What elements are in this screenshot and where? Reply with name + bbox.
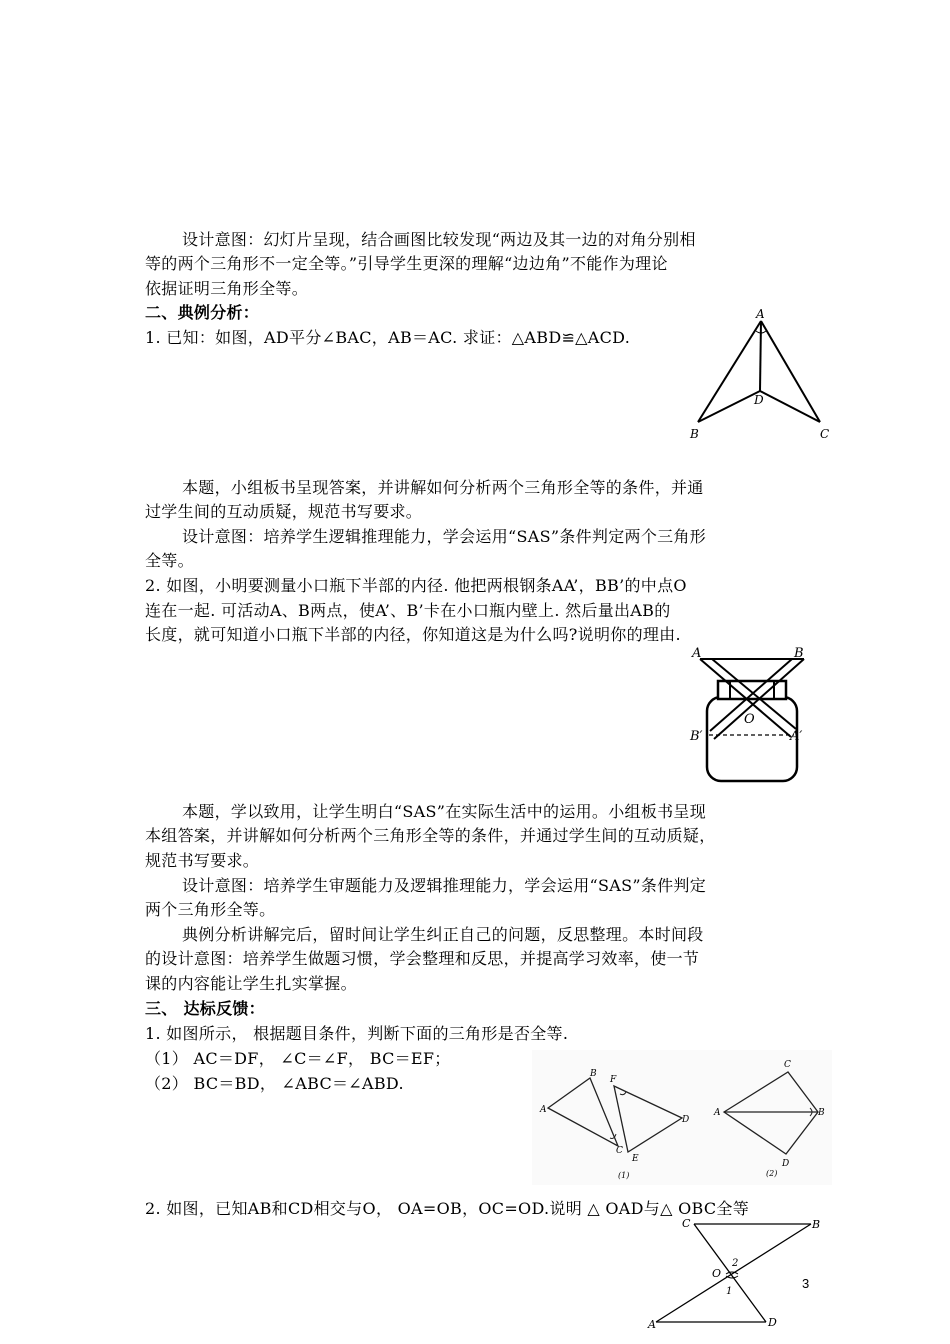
q1-design-line-1: 设计意图：培养学生逻辑推理能力，学会运用“SAS”条件判定两个三角形 (182, 527, 707, 546)
f1-label-a: A (540, 1105, 547, 1115)
label-a-prime: A′ (790, 729, 803, 744)
f3-label-d: D (768, 1316, 777, 1329)
s2-q2-line-1: 2. 如图，小明要测量小口瓶下半部的内径. 他把两根钢条AA’，BB’的中点O (145, 576, 687, 595)
label-b: B (690, 427, 699, 441)
label-o: O (744, 712, 755, 727)
intro-line-3: 依据证明三角形全等。 (145, 279, 309, 298)
f3-label-1: 1 (726, 1286, 733, 1297)
s2-question-1: 1. 已知：如图，AD平分∠BAC，AB＝AC. 求证：△ABD≌△ACD. (145, 328, 631, 347)
page-number: 3 (802, 1276, 810, 1291)
seg-ab (656, 1224, 811, 1322)
f2-label-c: C (784, 1060, 791, 1070)
f1-caption: (1) (618, 1171, 630, 1180)
label-a: A (756, 307, 765, 321)
label-b: B (794, 646, 804, 661)
intro-line-1: 设计意图：幻灯片呈现，结合画图比较发现“两边及其一边的对角分别相 (182, 230, 696, 249)
reflect-line-3: 课的内容能让学生扎实掌握。 (145, 974, 357, 993)
s3-question-2: 2. 如图，已知AB和CD相交与O， OA=OB，OC=OD.说明 △ OAD与△ OBC全等 (145, 1199, 749, 1218)
figure-crossing-triangles (646, 1214, 826, 1344)
f1-label-e: E (632, 1154, 639, 1164)
figure-bottle (690, 645, 820, 785)
section3-heading: 三、 达标反馈： (145, 999, 265, 1018)
bottle-body (707, 697, 797, 781)
q2-note-line-2: 本组答案，并讲解如何分析两个三角形全等的条件，并通过学生间的互动质疑， (145, 826, 716, 845)
f1-label-f: F (610, 1075, 617, 1085)
f2-label-a: A (714, 1108, 721, 1118)
s3-question-1: 1. 如图所示， 根据题目条件，判断下面的三角形是否全等. (145, 1024, 569, 1043)
q1-note-line-1: 本题，小组板书呈现答案，并讲解如何分析两个三角形全等的条件，并通 (182, 478, 704, 497)
f1-label-d: D (682, 1115, 690, 1125)
seg-ad (760, 321, 761, 391)
intro-line-2: 等的两个三角形不一定全等。”引导学生更深的理解“边边角”不能作为理论 (145, 254, 668, 273)
f2-label-b: B (818, 1108, 825, 1118)
f3-label-2: 2 (732, 1258, 739, 1269)
f1-label-b: B (590, 1069, 597, 1079)
section2-heading: 二、典例分析： (145, 303, 260, 322)
s2-q2-line-2: 连在一起. 可活动A、B两点，使A’、B’卡在小口瓶内壁上. 然后量出AB的 (145, 601, 671, 620)
label-a: A (692, 646, 702, 661)
f3-label-b: B (812, 1218, 821, 1231)
seg-cd (694, 1224, 766, 1322)
q2-design-line-2: 两个三角形全等。 (145, 900, 276, 919)
q1-note-line-2: 过学生间的互动质疑，规范书写要求。 (145, 502, 423, 521)
reflect-line-2: 的设计意图：培养学生做题习惯，学会整理和反思，并提高学习效率，使一节 (145, 949, 700, 968)
f2-label-d: D (782, 1159, 790, 1169)
label-c: C (820, 427, 830, 441)
f1-label-c: C (616, 1146, 623, 1156)
s2-q2-line-3: 长度，就可知道小口瓶下半部的内径，你知道这是为什么吗?说明你的理由. (145, 625, 681, 644)
q2-note-line-3: 规范书写要求。 (145, 851, 260, 870)
q1-design-line-2: 全等。 (145, 551, 194, 570)
label-b-prime: B′ (690, 729, 703, 744)
label-d: D (754, 393, 764, 407)
s3-q1-condition-1: （1） AC＝DF， ∠C＝∠F， BC＝EF； (145, 1049, 451, 1068)
f3-label-a: A (648, 1318, 656, 1331)
f2-caption: (2) (766, 1169, 778, 1178)
s3-q1-condition-2: （2） BC＝BD， ∠ABC＝∠ABD. (145, 1074, 404, 1093)
reflect-line-1: 典例分析讲解完后，留时间让学生纠正自己的问题，反思整理。本时间段 (182, 925, 704, 944)
f3-label-c: C (682, 1217, 691, 1230)
figure-triangles-1-2 (532, 1050, 832, 1185)
figure-triangle-abd (688, 305, 838, 445)
q2-design-line-1: 设计意图：培养学生审题能力及逻辑推理能力，学会运用“SAS”条件判定 (182, 876, 707, 895)
q2-note-line-1: 本题，学以致用，让学生明白“SAS”在实际生活中的运用。小组板书呈现 (182, 802, 707, 821)
f3-label-o: O (712, 1267, 722, 1280)
